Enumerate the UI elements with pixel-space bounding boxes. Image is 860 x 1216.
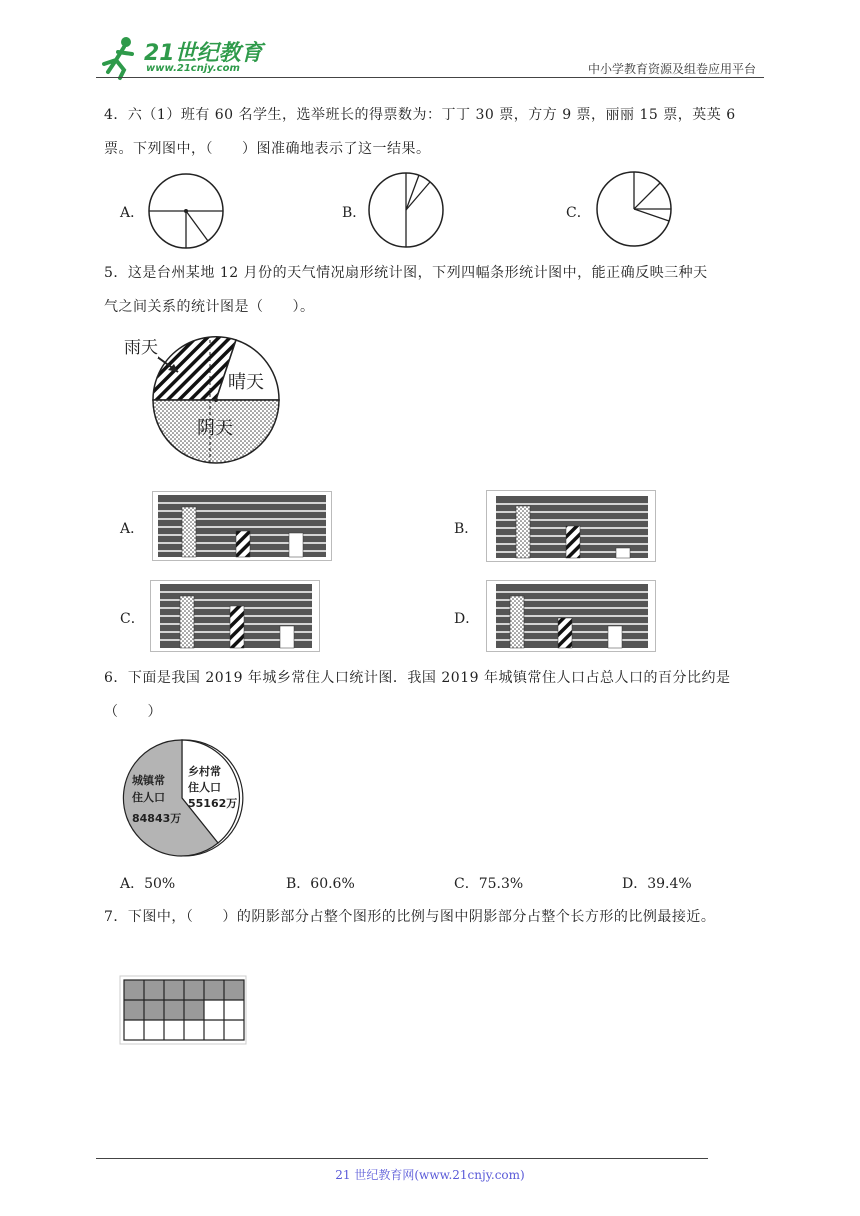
runner-logo-icon — [96, 34, 146, 78]
footer-text: 21 世纪教育网(www.21cnjy.com) — [335, 1168, 525, 1182]
q4-pie-c — [594, 169, 674, 249]
pie-label-rain: 雨天 — [124, 338, 158, 358]
q6-line2: （ ） — [104, 704, 162, 720]
q4-pie-b — [366, 170, 446, 250]
pie-label-sunny: 晴天 — [228, 372, 264, 393]
q4-option-b[interactable]: B． — [342, 205, 367, 221]
q6-option-d[interactable]: D．39.4% — [622, 876, 692, 892]
q6-option-b[interactable]: B．60.6% — [286, 876, 355, 892]
q7-line1: 7．下图中，（ ）的阴影部分占整个图形的比例与图中阴影部分占整个长方形的比例最接近。 — [104, 909, 716, 925]
q5-bar-chart-a — [152, 491, 332, 561]
q5-line2: 气之间关系的统计图是（ ）。 — [104, 299, 315, 315]
q6-option-c[interactable]: C．75.3% — [454, 876, 524, 892]
q6-line1: 6．下面是我国 2019 年城乡常住人口统计图．我国 2019 年城镇常住人口占总人口的百分比约是 — [104, 670, 731, 686]
q5-option-a[interactable]: A． — [120, 521, 145, 537]
q4-pie-a — [146, 171, 226, 251]
q5-option-c[interactable]: C． — [120, 611, 145, 627]
q5-option-b[interactable]: B． — [454, 521, 479, 537]
logo — [96, 34, 266, 78]
logo-text: 21世纪教育 — [144, 41, 263, 66]
q4-line1: 4．六（1）班有 60 名学生，选举班长的得票数为：丁丁 30 票，方方 9 票，丽丽 15 票，英英 6 — [104, 107, 736, 123]
q6-rural-label: 乡村常 住人口 55162万 — [188, 765, 238, 810]
q7-grid-rectangle — [120, 976, 248, 1046]
q6-option-a[interactable]: A．50% — [120, 876, 176, 892]
q4-option-a[interactable]: A． — [120, 205, 145, 221]
q5-line1: 5．这是台州某地 12 月份的天气情况扇形统计图，下列四幅条形统计图中，能正确反映三种天 — [104, 265, 708, 281]
platform-title: 中小学教育资源及组卷应用平台 — [587, 62, 756, 76]
q5-bar-chart-d — [486, 580, 656, 652]
q5-bar-chart-c — [150, 580, 320, 652]
q6-urban-label: 城镇常 住人口 84843万 — [132, 774, 182, 825]
pie-label-cloudy: 阴天 — [197, 418, 233, 439]
q4-option-c[interactable]: C． — [566, 205, 591, 221]
logo-url: www.21cnjy.com — [146, 63, 240, 74]
footer-divider — [96, 1158, 708, 1159]
q5-option-d[interactable]: D． — [454, 611, 480, 627]
q5-bar-chart-b — [486, 490, 656, 562]
q4-line2: 票。下列图中，（ ）图准确地表示了这一结果。 — [104, 141, 431, 157]
header-divider — [96, 77, 764, 78]
